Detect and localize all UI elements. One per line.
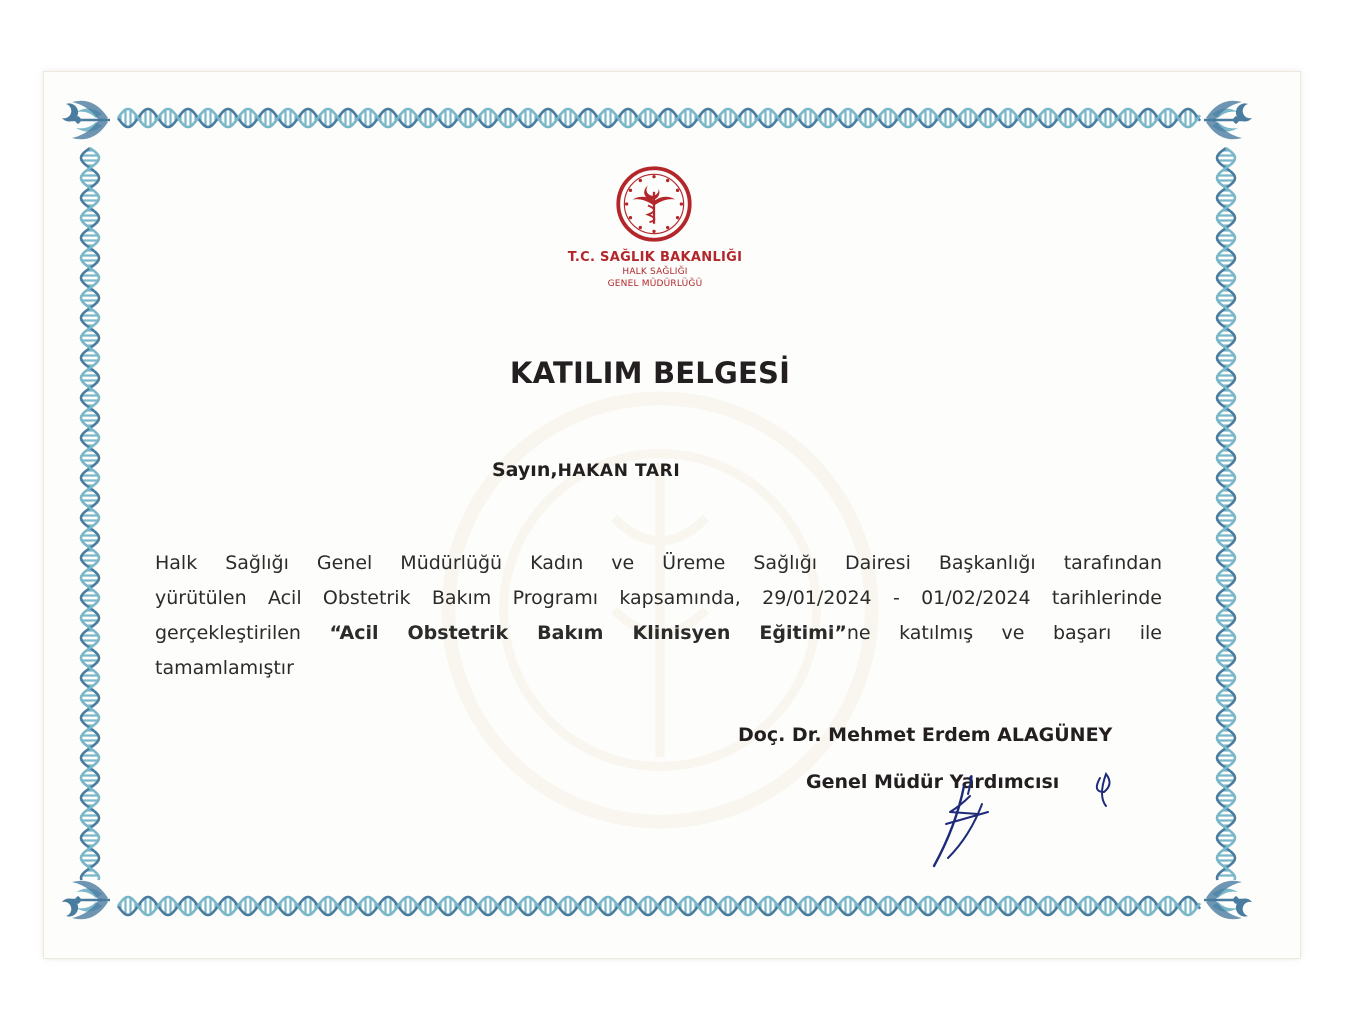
ministry-line3: GENEL MÜDÜRLÜĞÜ [607,279,703,289]
caduceus-crescent-icon [62,881,110,920]
ministry-emblem-icon [616,166,692,242]
caduceus-crescent-icon [62,101,110,140]
body-line-4: tamamlamıştır [155,657,294,679]
program-name: “Acil Obstetrik Bakım Klinisyen Eğitimi” [329,622,847,644]
certificate-title: KATILIM BELGESİ [509,356,791,390]
body-line-1: Halk Sağlığı Genel Müdürlüğü Kadın ve Üreme Sağlığı Dairesi Başkanlığı tarafından [155,552,1162,574]
signature-scribble [920,766,1130,876]
body-line-3-pre: gerçekleştirilen [155,622,301,644]
body-line-3-post: ne katılmış ve başarı ile [846,622,1162,644]
body-line-3 [155,616,1162,651]
certificate-body [155,546,1162,686]
recipient-name: HAKAN TARI [557,461,681,481]
ministry-line2: HALK SAĞLIĞI [622,267,688,277]
signer-title: Genel Müdür Yardımcısı [806,771,1060,793]
signer-name: Doç. Dr. Mehmet Erdem ALAGÜNEY [738,724,1113,746]
salutation-label: Sayın, [492,459,558,481]
ministry-name: T.C. SAĞLIK BAKANLIĞI [567,250,743,265]
caduceus-crescent-icon [1204,101,1252,140]
salutation [492,459,680,481]
body-line-2: yürütülen Acil Obstetrik Bakım Programı kapsamında, 29/01/2024 - 01/02/2024 tarihlerinde [155,587,1162,609]
caduceus-crescent-icon [1204,881,1252,920]
ministry-header [500,249,810,290]
